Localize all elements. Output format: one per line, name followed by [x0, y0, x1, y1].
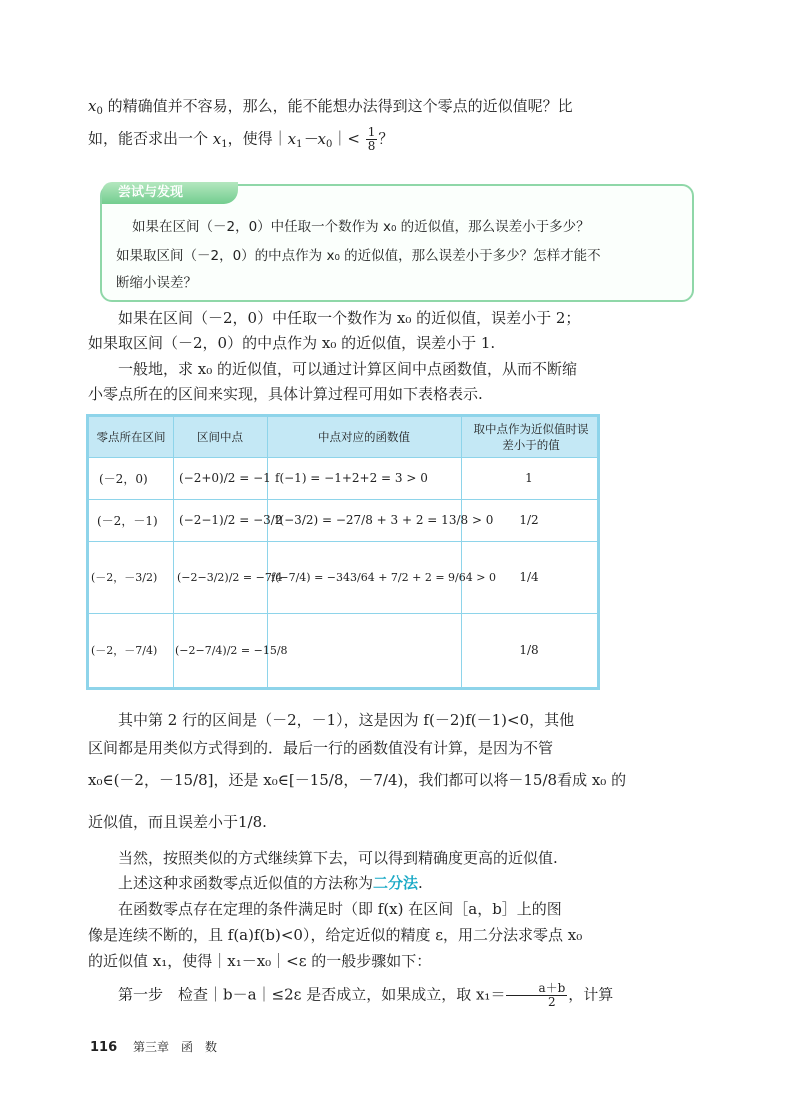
- para5-line-1: 在函数零点存在定理的条件满足时（即 f(x) 在区间［a，b］上的图: [118, 900, 562, 918]
- bisection-table: 零点所在区间 区间中点 中点对应的函数值 取中点作为近似值时误差小于的值 (－2，0) (−2+0)/2 = −1 f(−1) = −1+2+2 = 3 > 0 1 (－2，－1) (−2−1)/2 = −3/2 f(−3/2) = −27/8 + 3 + 2 = 13/8 > 0 1/2 (－2，－3/2) (−2−3/2)/2 = −7/4 f(−7/4) = −343/64 + 7/2 + 2 = 9/64 > 0 1/4 (－2，－7/4) (−2−7/4)/2 = −15/8 1/8: [86, 414, 600, 690]
- try-discover-label: 尝试与发现: [102, 182, 238, 204]
- table-row: (－2，－1): [97, 513, 158, 528]
- table-row: (－2，－7/4): [91, 644, 158, 657]
- para5-line-3: 的近似值 x₁，使得｜x₁－x₀｜<ε 的一般步骤如下：: [88, 952, 432, 970]
- intro-line-1: $x_0$ 的精确值并不容易，那么，能不能想办法得到这个零点的近似值呢？比: [88, 97, 573, 117]
- para2-line-1: 一般地，求 x₀ 的近似值，可以通过计算区间中点函数值，从而不断缩: [118, 360, 578, 378]
- para3-line-1: 其中第 2 行的区间是（－2，－1），这是因为 f(－2)f(－1)<0，其他: [118, 711, 575, 729]
- para3-line-3: x₀∈(－2，－15/8]，还是 x₀∈[－15/8，－7/4)，我们都可以将－15/8看成 x₀ 的: [88, 771, 627, 789]
- table-row: (－2，－3/2): [91, 571, 158, 584]
- para1-line-2: 如果取区间（－2，0）的中点作为 x₀ 的近似值，误差小于 1.: [88, 334, 496, 352]
- step1-line: 第一步 检查｜b－a｜≤2ε 是否成立，如果成立，取 x₁＝ $\frac{a+b}{2}$ ，计算: [118, 981, 614, 1009]
- para2-line-2: 小零点所在的区间来实现，具体计算过程可用如下表格表示.: [88, 385, 483, 403]
- header-midpoint: 区间中点: [197, 430, 243, 444]
- try-line-1: 如果在区间（－2，0）中任取一个数作为 x₀ 的近似值，那么误差小于多少？: [132, 219, 590, 235]
- intro-line-2: 如，能否求出一个 $x_1$，使得$|x_1-x_0|<$ $\frac{1}{8}$ ？: [88, 125, 394, 153]
- page-footer: [90, 1038, 217, 1055]
- para1-line-1: 如果在区间（－2，0）中任取一个数作为 x₀ 的近似值，误差小于 2；: [118, 309, 581, 327]
- para3-line-4: 近似值，而且误差小于1/8.: [88, 813, 267, 831]
- fraction: $\frac{1}{8}$: [367, 125, 376, 153]
- para4-line-1: 当然，按照类似的方式继续算下去，可以得到精确度更高的近似值.: [118, 849, 558, 867]
- try-line-3: 断缩小误差？: [116, 275, 197, 291]
- para5-line-2: 像是连续不断的，且 f(a)f(b)<0），给定近似的精度 ε，用二分法求零点 x₀: [88, 926, 583, 944]
- chapter-title: 第三章 函 数: [132, 1040, 217, 1054]
- try-line-2: 如果取区间（－2，0）的中点作为 x₀ 的近似值，那么误差小于多少？怎样才能不: [116, 248, 601, 264]
- fraction: $\frac{a+b}{2}$: [506, 982, 567, 1009]
- header-error: 取中点作为近似值时误差小于的值: [473, 422, 589, 452]
- para3-line-2: 区间都是用类似方式得到的．最后一行的函数值没有计算，是因为不管: [88, 739, 554, 757]
- header-interval: 零点所在区间: [96, 430, 166, 444]
- page-number: 116: [90, 1040, 118, 1055]
- para4-line-2: 上述这种求函数零点近似值的方法称为二分法.: [118, 874, 423, 892]
- table-row: (－2，0): [99, 471, 148, 486]
- term-bisection: 二分法: [373, 874, 419, 892]
- header-function-value: 中点对应的函数值: [318, 430, 410, 444]
- intro-text-1: 的精确值并不容易，那么，能不能想办法得到这个零点的近似值呢？比: [107, 97, 573, 115]
